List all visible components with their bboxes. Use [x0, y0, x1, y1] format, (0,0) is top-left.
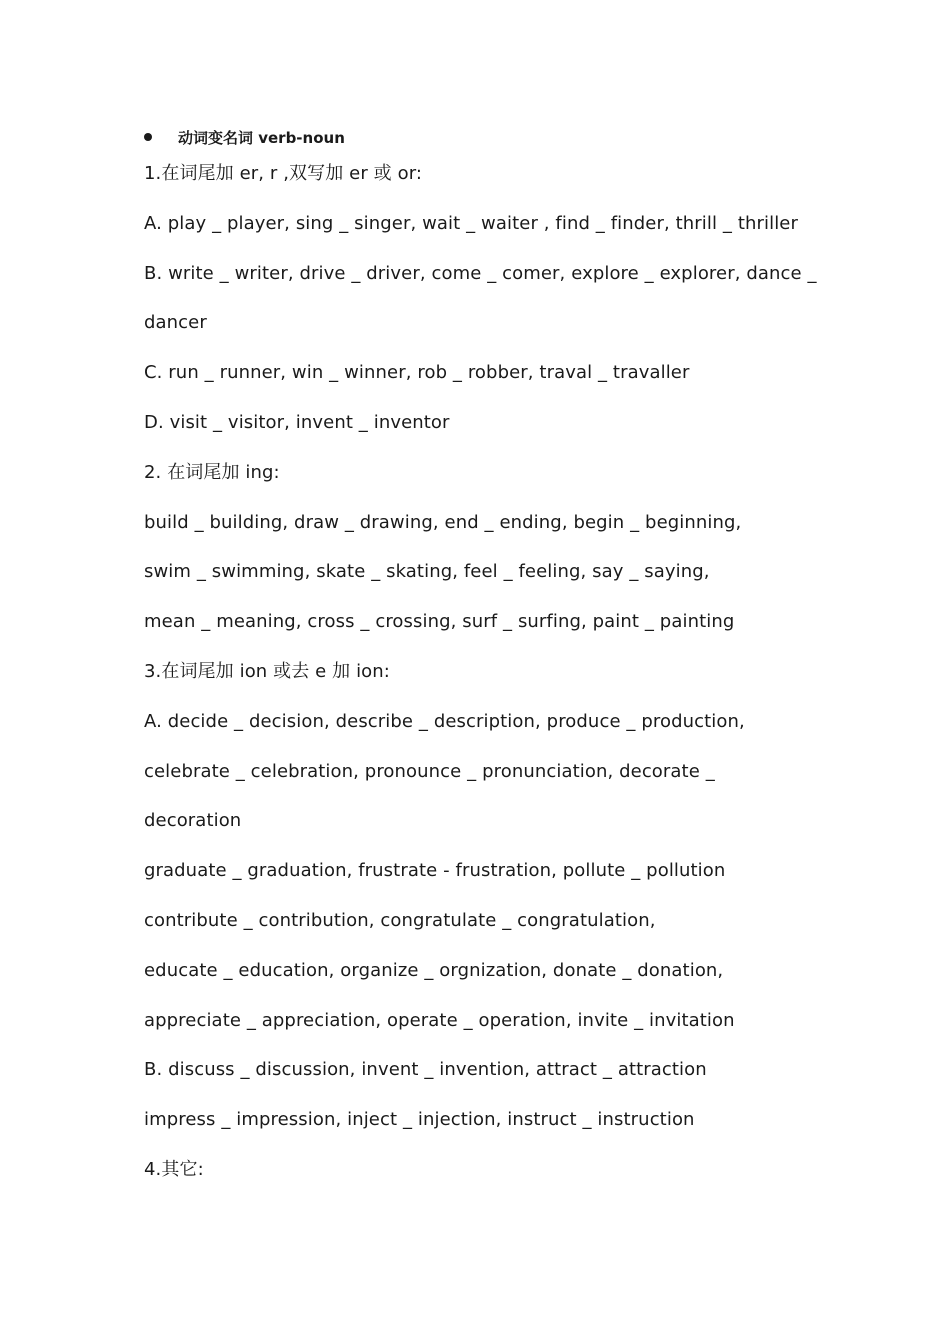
text-line: B. discuss _ discussion, invent _ invention, attract _ attraction	[144, 1059, 707, 1081]
text-line: B. write _ writer, drive _ driver, come _ comer, explore _ explorer, dance _	[144, 262, 817, 284]
text-line: 2. 在词尾加 ing:	[144, 461, 280, 483]
text-line: 4.其它:	[144, 1158, 204, 1180]
text-line: mean _ meaning, cross _ crossing, surf _ surfing, paint _ painting	[144, 611, 735, 633]
text-line: impress _ impression, inject _ injection, instruct _ instruction	[144, 1109, 695, 1131]
text-line: contribute _ contribution, congratulate _ congratulation,	[144, 909, 656, 931]
content-lines	[144, 159, 824, 1205]
text-line: D. visit _ visitor, invent _ inventor	[144, 411, 450, 433]
text-line: 1.在词尾加 er, r ,双写加 er 或 or:	[144, 163, 423, 184]
text-line: A. decide _ decision, describe _ description, produce _ production,	[144, 710, 745, 732]
text-line: 3.在词尾加 ion 或去 e 加 ion:	[144, 660, 390, 682]
text-line: dancer	[144, 312, 207, 334]
text-line: swim _ swimming, skate _ skating, feel _ feeling, say _ saying,	[144, 561, 710, 583]
text-line: build _ building, draw _ drawing, end _ ending, begin _ beginning,	[144, 511, 742, 533]
text-line: decoration	[144, 810, 242, 832]
section-heading	[144, 126, 345, 148]
text-line: celebrate _ celebration, pronounce _ pronunciation, decorate _	[144, 760, 715, 782]
text-line: educate _ education, organize _ orgnization, donate _ donation,	[144, 959, 724, 981]
text-line: C. run _ runner, win _ winner, rob _ robber, traval _ travaller	[144, 362, 690, 384]
bullet-icon	[144, 133, 152, 141]
text-line: graduate _ graduation, frustrate - frustration, pollute _ pollution	[144, 860, 726, 882]
text-line: appreciate _ appreciation, operate _ operation, invite _ invitation	[144, 1009, 735, 1031]
heading-title: 动词变名词 verb-noun	[178, 128, 345, 147]
text-line: A. play _ player, sing _ singer, wait _ waiter , find _ finder, thrill _ thriller	[144, 212, 798, 234]
